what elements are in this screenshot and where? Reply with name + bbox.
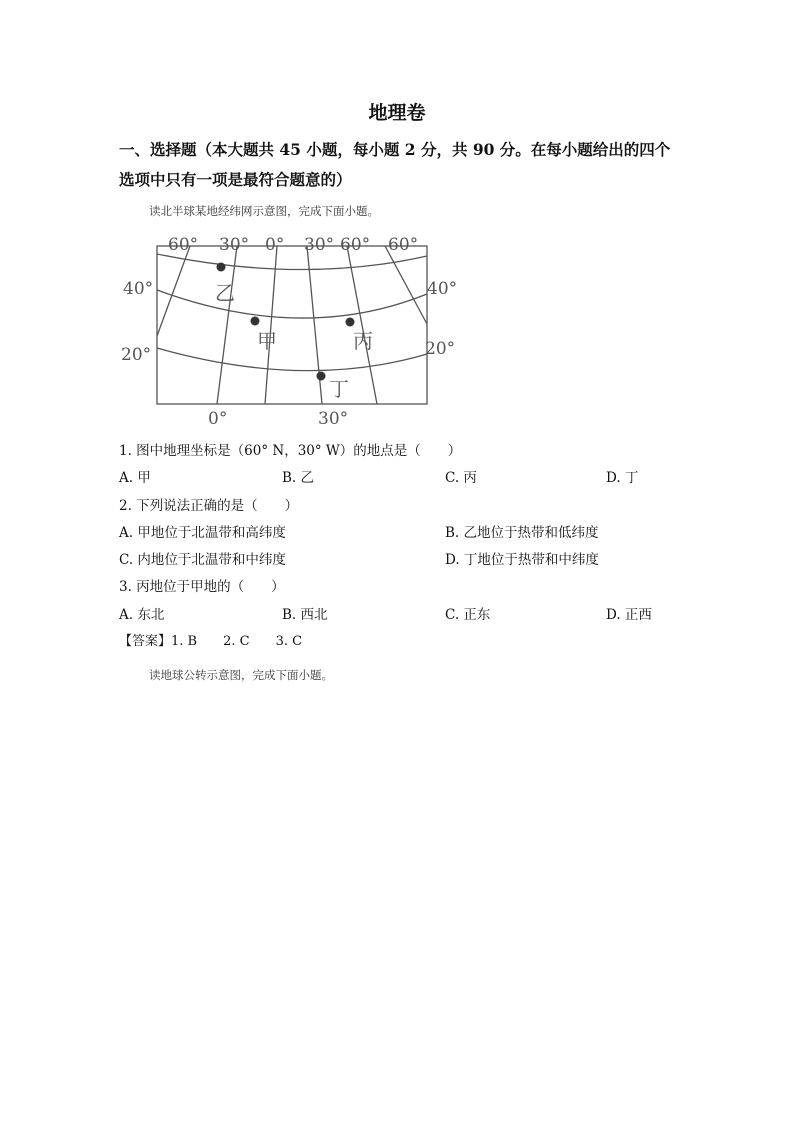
lat-long-grid-map — [115, 232, 465, 432]
top-label-2: 30° — [219, 235, 250, 255]
question-1-stem: 1. 图中地理坐标是（60° N，30° W）的地点是（ ） — [119, 443, 462, 459]
point-yi — [217, 263, 226, 272]
q2-option-c: C. 内地位于北温带和中纬度 — [119, 552, 286, 568]
label-yi: 乙 — [215, 281, 235, 305]
q3-option-c: C. 正东 — [445, 607, 491, 623]
q2-option-b: B. 乙地位于热带和低纬度 — [445, 525, 599, 541]
q1-option-c: C. 丙 — [445, 470, 477, 486]
meridian-0 — [265, 246, 277, 404]
left-label-20: 20° — [121, 345, 152, 365]
label-jia: 甲 — [257, 329, 277, 353]
top-label-5: 60° — [340, 235, 371, 255]
top-label-6: 60° — [388, 235, 419, 255]
right-label-20: 20° — [425, 339, 456, 359]
top-label-4: 30° — [304, 235, 335, 255]
q2-option-a: A. 甲地位于北温带和高纬度 — [119, 525, 286, 541]
q1-option-d: D. 丁 — [606, 470, 639, 486]
point-bing — [346, 318, 355, 327]
bottom-label-0: 0° — [208, 409, 228, 429]
q2-option-d: D. 丁地位于热带和中纬度 — [445, 552, 599, 568]
question-3-stem: 3. 丙地位于甲地的（ ） — [119, 579, 285, 595]
meridian-w60 — [157, 246, 190, 336]
orbit-intro-text: 读地球公转示意图，完成下面小题。 — [149, 668, 333, 682]
bottom-label-30: 30° — [318, 409, 349, 429]
top-label-3: 0° — [265, 235, 285, 255]
label-ding: 丁 — [329, 377, 349, 401]
top-label-1: 60° — [168, 235, 199, 255]
q1-option-a: A. 甲 — [119, 470, 151, 486]
q3-option-a: A. 东北 — [119, 607, 165, 623]
q3-option-b: B. 西北 — [282, 607, 328, 623]
answer-key: 【答案】1. B 2. C 3. C — [119, 634, 303, 649]
point-jia — [251, 317, 260, 326]
label-bing: 丙 — [353, 329, 373, 353]
question-2-stem: 2. 下列说法正确的是（ ） — [119, 498, 299, 514]
section-heading-line1: 一、选择题（本大题共 45 小题，每小题 2 分，共 90 分。在每小题给出的四个 — [119, 140, 671, 159]
left-label-40: 40° — [123, 279, 154, 299]
point-ding — [317, 372, 326, 381]
q3-option-d: D. 正西 — [606, 607, 652, 623]
section-heading-line2: 选项中只有一项是最符合题意的） — [119, 170, 352, 189]
right-label-40: 40° — [427, 279, 458, 299]
q1-option-b: B. 乙 — [282, 470, 315, 486]
parallel-60 — [157, 254, 427, 270]
parallel-20 — [157, 348, 427, 371]
parallel-40 — [157, 290, 427, 318]
map-intro-text: 读北半球某地经纬网示意图，完成下面小题。 — [149, 204, 379, 218]
page-title: 地理卷 — [368, 102, 426, 124]
